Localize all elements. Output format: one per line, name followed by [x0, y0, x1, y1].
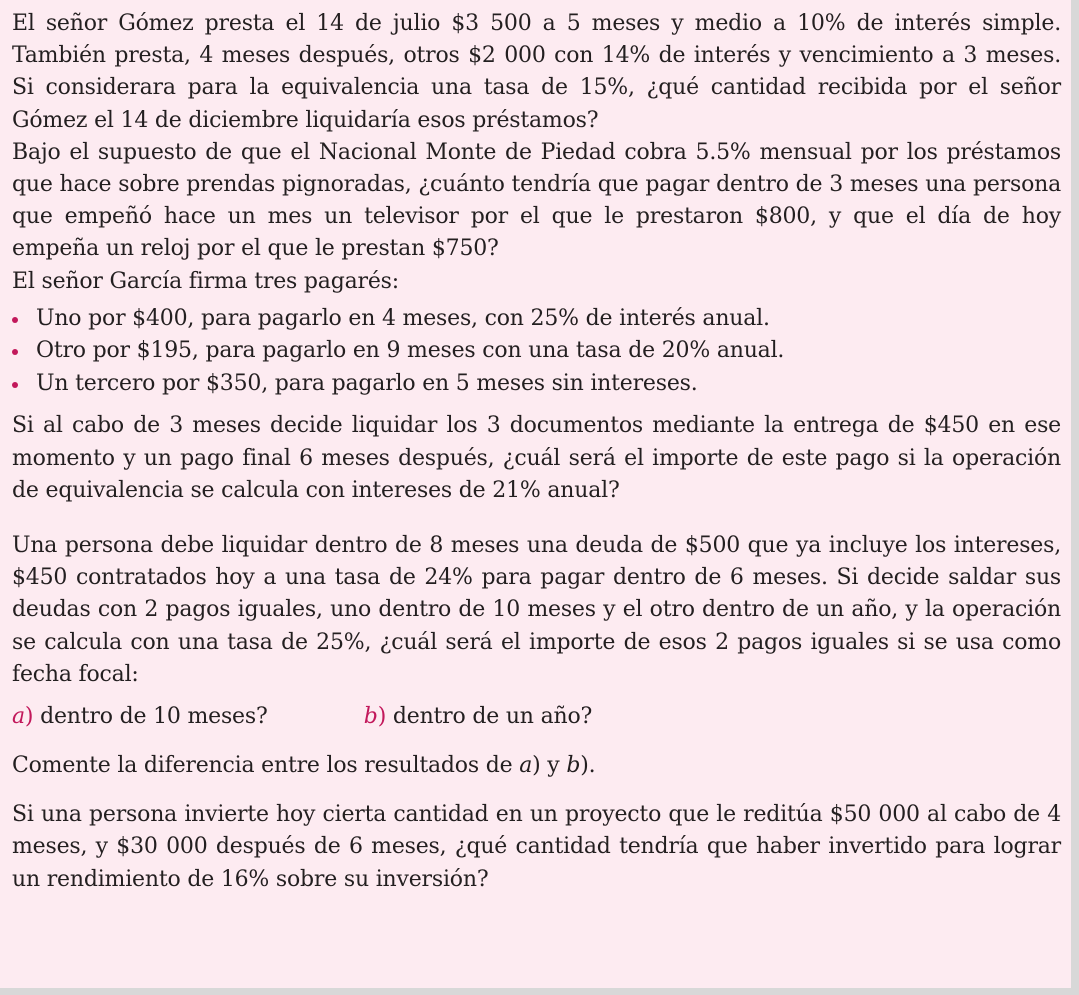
problem-gomez-loans: El señor Gómez presta el 14 de julio $3 500 a 5 meses y medio a 10% de interés simple. También presta, 4 meses después, otros $2 000 con 14% de interés y vencimiento a 3 meses. Si considerara para la equivalencia una tasa de 15%, ¿qué cantidad recibida por el señor Gómez el 14 de diciembre liquidaría esos préstamos?: [12, 11, 1061, 133]
list-item: [12, 335, 1061, 368]
list-item: [12, 368, 1061, 401]
comment-suffix: ).: [580, 752, 596, 778]
option-text: dentro de un año?: [392, 703, 593, 729]
comment-ref-a: a: [519, 752, 533, 778]
answer-options: [12, 701, 1061, 733]
bullet-icon: [12, 382, 18, 388]
list-item-text: Un tercero por $350, para pagarlo en 5 meses sin intereses.: [36, 370, 698, 396]
option-a: [12, 701, 357, 733]
comment-prefix: Comente la diferencia entre los resultados de: [12, 752, 520, 778]
list-item-text: Uno por $400, para pagarlo en 4 meses, con 25% de interés anual.: [36, 305, 770, 331]
comment-instruction: [12, 750, 1061, 782]
problem-investment-return: Si una persona invierte hoy cierta cantidad en un proyecto que le reditúa $50 000 al cabo de 4 meses, y $30 000 después de 6 meses, ¿qué cantidad tendría que haber invertido para lograr un rendimiento de 16% sobre su inversión?: [12, 802, 1061, 892]
option-paren: ): [377, 703, 387, 729]
problem-garcia-question: Si al cabo de 3 meses decide liquidar los 3 documentos mediante la entrega de $450 en ese momento y un pago final 6 meses después, ¿cuál será el importe de este pago si la operación de equivalencia se calcula con intereses de 21% anual?: [12, 413, 1061, 503]
option-text: dentro de 10 meses?: [40, 703, 268, 729]
bullet-icon: [12, 349, 18, 355]
problem-garcia-intro: El señor García firma tres pagarés:: [12, 268, 399, 294]
comment-ref-b: b: [566, 752, 581, 778]
list-item-text: Otro por $195, para pagarlo en 9 meses con una tasa de 20% anual.: [36, 338, 785, 364]
comment-middle: ) y: [532, 752, 567, 778]
option-paren: ): [24, 703, 34, 729]
option-letter: a: [12, 703, 25, 729]
bullet-icon: [12, 317, 18, 323]
list-item: [12, 303, 1061, 336]
option-b: [364, 701, 592, 733]
option-letter: b: [363, 703, 378, 729]
promissory-notes-list: [12, 303, 1061, 401]
problem-two-equal-payments: Una persona debe liquidar dentro de 8 meses una deuda de $500 que ya incluye los intereses, $450 contratados hoy a una tasa de 24% para pagar dentro de 6 meses. Si decide saldar sus deudas con 2 pagos iguales, uno dentro de 10 meses y el otro dentro de un año, y la operación se calcula con una tasa de 25%, ¿cuál será el importe de esos 2 pagos iguales si se usa como fecha focal:: [12, 532, 1061, 687]
problem-monte-de-piedad: Bajo el supuesto de que el Nacional Monte de Piedad cobra 5.5% mensual por los préstamos que hace sobre prendas pignoradas, ¿cuánto tendría que pagar dentro de 3 meses una persona que empeñó hace un mes un televisor por el que le prestaron $800, y que el día de hoy empeña un reloj por el que le prestan $750?: [12, 139, 1061, 262]
